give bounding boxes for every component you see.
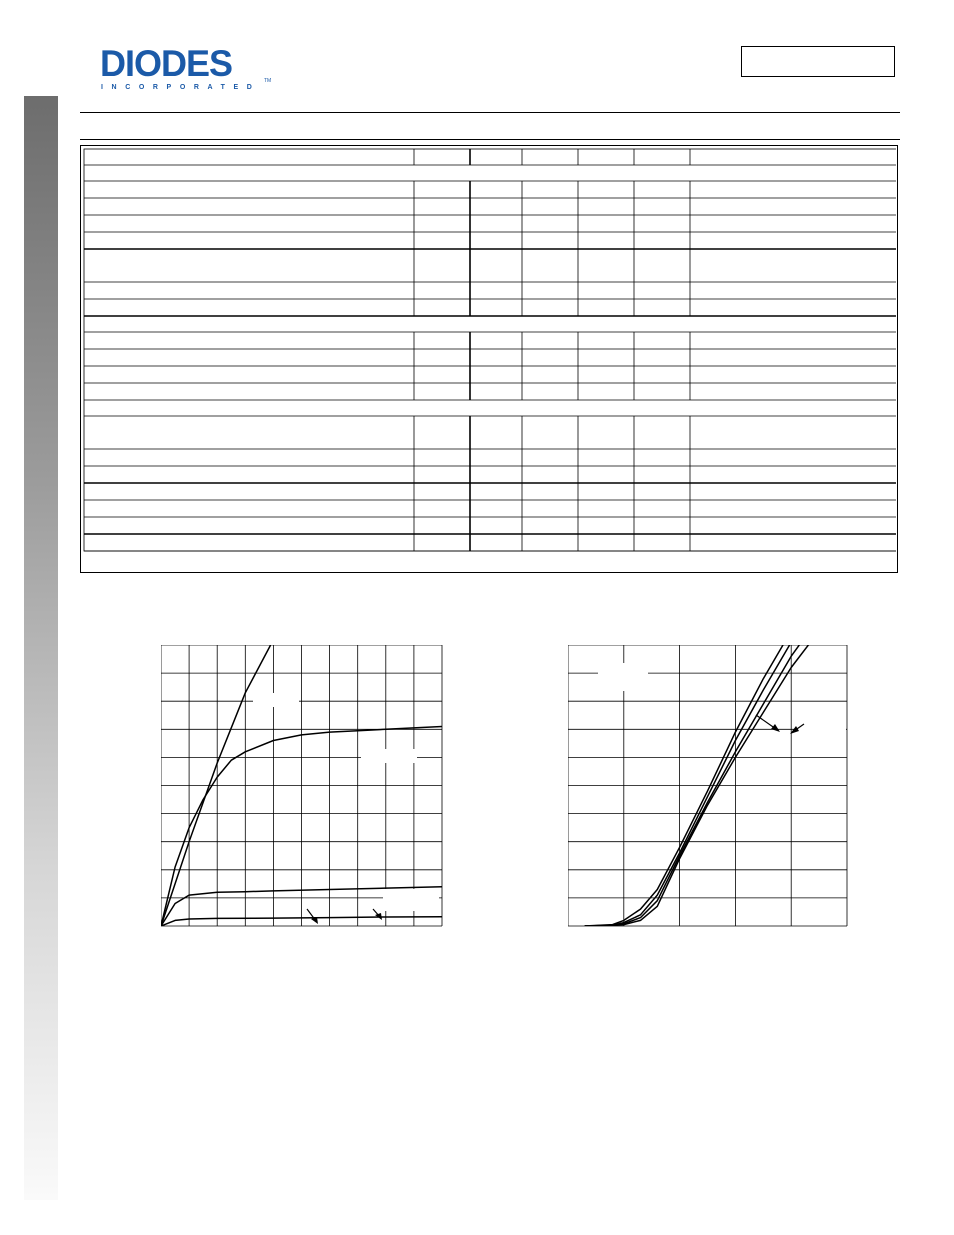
spec-table-grid [81, 146, 896, 571]
chart-right [568, 645, 848, 927]
electrical-characteristics-table [80, 145, 898, 573]
header-rule-top [80, 112, 900, 113]
company-logo [100, 42, 272, 96]
part-number-box [741, 46, 895, 77]
callout-arrowhead [771, 724, 780, 732]
chart-left [161, 645, 443, 927]
logo-subtext: INCORPORATED [101, 84, 261, 91]
logo-trademark: TM [264, 78, 272, 84]
chart-left-plot [161, 645, 443, 927]
series-label-patch [794, 715, 846, 745]
table-inner-border [84, 149, 896, 551]
header-rule-bottom [80, 139, 900, 140]
series-label-patch [253, 693, 299, 707]
legend-patch [598, 663, 648, 691]
side-gradient-bar [24, 96, 58, 1200]
chart-right-plot [568, 645, 848, 927]
series-label-patch [361, 749, 417, 763]
logo-wordmark: DIODES [100, 42, 233, 85]
series-label-patch [383, 889, 439, 911]
